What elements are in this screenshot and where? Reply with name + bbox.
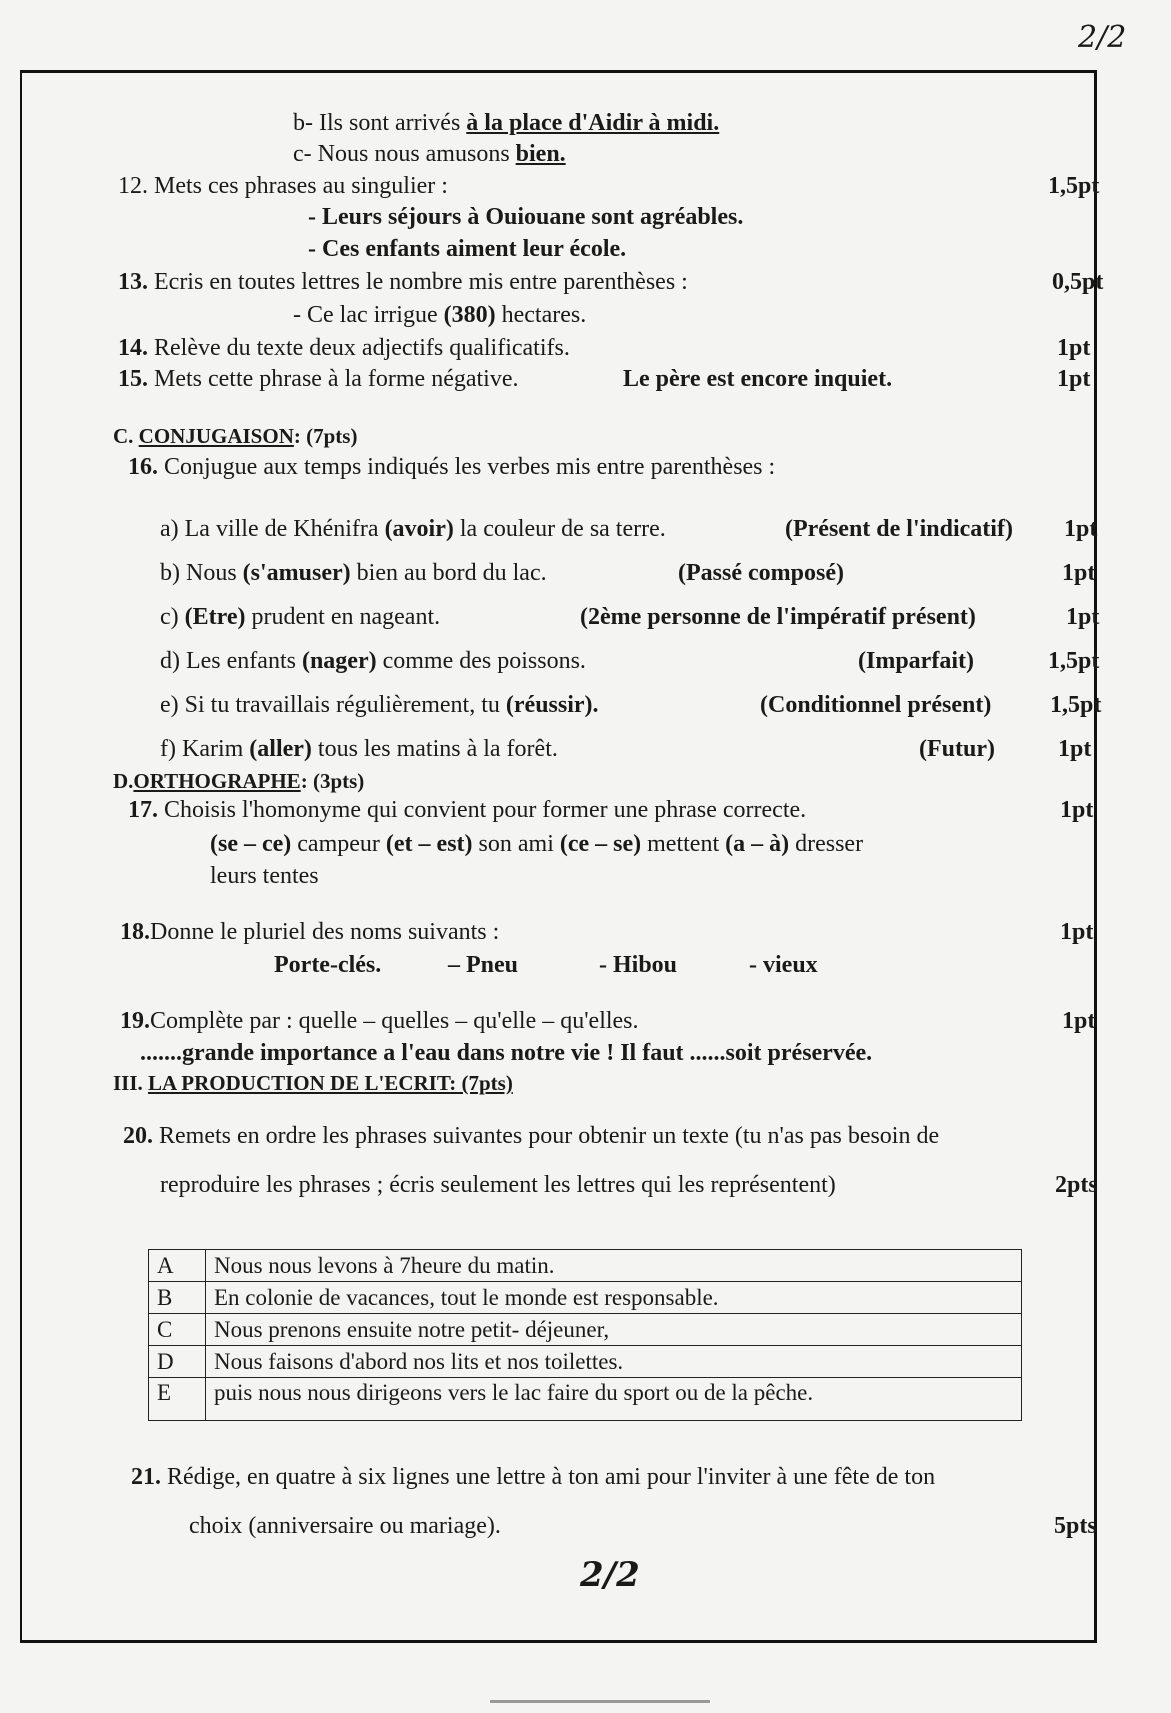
- q16-number: 16.: [128, 454, 158, 480]
- q16-c-points: 1pt: [1066, 604, 1100, 630]
- q21-points: 5pts: [1054, 1513, 1097, 1539]
- row-text: Nous nous levons à 7heure du matin.: [206, 1250, 1022, 1282]
- q16-c-verb: (Etre): [184, 604, 246, 630]
- line-b-place: à la place d'Aidir: [466, 110, 649, 136]
- q16-f-post: tous les matins à la forêt.: [311, 736, 558, 762]
- section-iii-prefix: III.: [113, 1071, 149, 1095]
- q16-f-points: 1pt: [1058, 736, 1092, 762]
- q16-f-tense: (Futur): [919, 736, 995, 762]
- corner-page-note: 2/2: [1078, 20, 1127, 55]
- q13-sentence-post: hectares.: [495, 302, 587, 328]
- line-b-prefix: b- Ils sont arrivés: [293, 110, 467, 136]
- q13-number-value: (380): [443, 302, 496, 328]
- question-12: [118, 171, 448, 201]
- q16-e-pre: e) Si tu travaillais régulièrement, tu: [160, 692, 506, 718]
- q12-sentence-1: - Leurs séjours à Ouiouane sont agréables.: [308, 204, 744, 230]
- q16-e-verb: (réussir).: [505, 692, 599, 718]
- q17-option-1: (se – ce): [210, 831, 292, 857]
- q21-line-1: Rédige, en quatre à six lignes une lettre à ton ami pour l'inviter à une fête de ton: [167, 1464, 936, 1490]
- q18-word-3: - Hibou: [599, 952, 678, 978]
- q16-item-f: [160, 734, 558, 764]
- q17-sentence: [210, 829, 863, 859]
- line-c-word: bien.: [515, 141, 566, 167]
- q21-line-2: choix (anniversaire ou mariage).: [189, 1513, 501, 1539]
- question-19: [120, 1006, 639, 1036]
- question-13: [118, 267, 688, 297]
- q17-text-2: son ami: [472, 831, 560, 857]
- line-b-time: à midi.: [648, 110, 720, 136]
- q16-d-post: comme des poissons.: [376, 648, 586, 674]
- q17-text-1: campeur: [291, 831, 386, 857]
- q12-text: Mets ces phrases au singulier :: [154, 173, 448, 199]
- q15-text: Mets cette phrase à la forme négative.: [154, 366, 519, 392]
- q18-number: 18.: [120, 919, 150, 945]
- question-21: [131, 1462, 935, 1492]
- q16-text: Conjugue aux temps indiqués les verbes mis entre parenthèses :: [164, 454, 776, 480]
- q13-sentence: [293, 300, 586, 330]
- q16-b-points: 1pt: [1062, 560, 1096, 586]
- row-letter: E: [149, 1378, 206, 1421]
- line-c-prefix: c- Nous nous amusons: [293, 141, 516, 167]
- q17-option-2: (et – est): [385, 831, 473, 857]
- q16-c-post: prudent en nageant.: [245, 604, 441, 630]
- line-c: [293, 139, 566, 169]
- section-c-title: CONJUGAISON: [138, 424, 294, 448]
- q16-a-post: la couleur de sa terre.: [453, 516, 666, 542]
- table-row: [149, 1314, 1022, 1346]
- section-d-title: ORTHOGRAPHE: [133, 769, 301, 793]
- q17-option-4: (a – à): [725, 831, 790, 857]
- q15-number: 15.: [118, 366, 148, 392]
- q14-text: Relève du texte deux adjectifs qualificatifs.: [154, 335, 570, 361]
- q15-sentence: Le père est encore inquiet.: [623, 366, 893, 392]
- q17-text-4: dresser: [789, 831, 864, 857]
- q18-word-4: - vieux: [749, 952, 818, 978]
- q17-sentence-line-2: leurs tentes: [210, 863, 319, 889]
- q19-number: 19.: [120, 1008, 150, 1034]
- q16-item-c: [160, 602, 440, 632]
- q16-item-a: [160, 514, 666, 544]
- q16-b-pre: b) Nous: [160, 560, 243, 586]
- q18-text: Donne le pluriel des noms suivants :: [150, 919, 500, 945]
- line-b: [293, 108, 719, 138]
- q21-number: 21.: [131, 1464, 161, 1490]
- q16-d-tense: (Imparfait): [858, 648, 974, 674]
- row-text: Nous faisons d'abord nos lits et nos toilettes.: [206, 1346, 1022, 1378]
- q16-f-verb: (aller): [249, 736, 312, 762]
- q17-number: 17.: [128, 797, 158, 823]
- q16-a-tense: (Présent de l'indicatif): [785, 516, 1013, 542]
- q17-text-3: mettent: [641, 831, 726, 857]
- question-14: [118, 333, 570, 363]
- q13-text: Ecris en toutes lettres le nombre mis entre parenthèses :: [154, 269, 688, 295]
- question-18: [120, 917, 499, 947]
- question-15: [118, 364, 519, 394]
- row-text: En colonie de vacances, tout le monde est responsable.: [206, 1282, 1022, 1314]
- section-d-heading: [113, 768, 364, 794]
- q17-text: Choisis l'homonyme qui convient pour former une phrase correcte.: [164, 797, 807, 823]
- q12-sentence-2: - Ces enfants aiment leur école.: [308, 236, 627, 262]
- q16-a-pre: a) La ville de Khénifra: [160, 516, 385, 542]
- section-c-heading: [113, 423, 357, 449]
- row-letter: B: [149, 1282, 206, 1314]
- q16-e-tense: (Conditionnel présent): [760, 692, 992, 718]
- section-c-suffix: : (7pts): [293, 424, 358, 448]
- question-20: [123, 1121, 939, 1151]
- row-text: Nous prenons ensuite notre petit- déjeuner,: [206, 1314, 1022, 1346]
- question-17: [128, 795, 806, 825]
- q20-points: 2pts: [1055, 1172, 1098, 1198]
- q13-sentence-pre: - Ce lac irrigue: [293, 302, 444, 328]
- ordering-table: [148, 1249, 1022, 1421]
- section-iii-heading: [113, 1070, 513, 1096]
- q16-b-tense: (Passé composé): [678, 560, 844, 586]
- q19-text: Complète par : quelle – quelles – qu'elle – qu'elles.: [150, 1008, 639, 1034]
- section-iii-title: LA PRODUCTION DE L'ECRIT: (7pts): [148, 1071, 513, 1095]
- q13-points: 0,5pt: [1052, 269, 1104, 295]
- section-d-prefix: D.: [113, 769, 134, 793]
- row-text: puis nous nous dirigeons vers le lac faire du sport ou de la pêche.: [206, 1378, 1022, 1421]
- q20-line-1: Remets en ordre les phrases suivantes pour obtenir un texte (tu n'as pas besoin de: [159, 1123, 940, 1149]
- q18-points: 1pt: [1060, 919, 1094, 945]
- table-row: [149, 1282, 1022, 1314]
- q16-f-pre: f) Karim: [160, 736, 250, 762]
- q20-number: 20.: [123, 1123, 153, 1149]
- q18-word-2: – Pneu: [448, 952, 519, 978]
- q17-option-3: (ce – se): [559, 831, 642, 857]
- table-row: [149, 1250, 1022, 1282]
- q16-c-pre: c): [160, 604, 185, 630]
- q15-points: 1pt: [1057, 366, 1091, 392]
- q16-d-points: 1,5pt: [1048, 648, 1100, 674]
- table-row: [149, 1378, 1022, 1421]
- section-d-suffix: : (3pts): [300, 769, 365, 793]
- q16-c-tense: (2ème personne de l'impératif présent): [580, 604, 976, 630]
- page-number: 2/2: [580, 1555, 640, 1595]
- row-letter: C: [149, 1314, 206, 1346]
- q19-points: 1pt: [1062, 1008, 1096, 1034]
- q12-number: 12.: [118, 173, 148, 199]
- row-letter: A: [149, 1250, 206, 1282]
- question-16: [128, 452, 775, 482]
- q16-b-post: bien au bord du lac.: [350, 560, 547, 586]
- q13-number: 13.: [118, 269, 148, 295]
- q16-a-points: 1pt: [1064, 516, 1098, 542]
- q14-number: 14.: [118, 335, 148, 361]
- q16-e-points: 1,5pt: [1050, 692, 1102, 718]
- q16-a-verb: (avoir): [384, 516, 454, 542]
- q17-points: 1pt: [1060, 797, 1094, 823]
- q12-points: 1,5pt: [1048, 173, 1100, 199]
- q14-points: 1pt: [1057, 335, 1091, 361]
- q20-line-2: reproduire les phrases ; écris seulement les lettres qui les représentent): [160, 1172, 836, 1198]
- q16-b-verb: (s'amuser): [242, 560, 351, 586]
- q16-item-e: [160, 690, 599, 720]
- bottom-divider: [490, 1700, 710, 1703]
- row-letter: D: [149, 1346, 206, 1378]
- q16-item-d: [160, 646, 586, 676]
- q19-sentence: .......grande importance a l'eau dans notre vie ! Il faut ......soit préservée.: [140, 1040, 873, 1066]
- q18-word-1: Porte-clés.: [274, 952, 382, 978]
- table-row: [149, 1346, 1022, 1378]
- q16-d-verb: (nager): [301, 648, 377, 674]
- q16-d-pre: d) Les enfants: [160, 648, 302, 674]
- section-c-prefix: C.: [113, 424, 139, 448]
- q16-item-b: [160, 558, 547, 588]
